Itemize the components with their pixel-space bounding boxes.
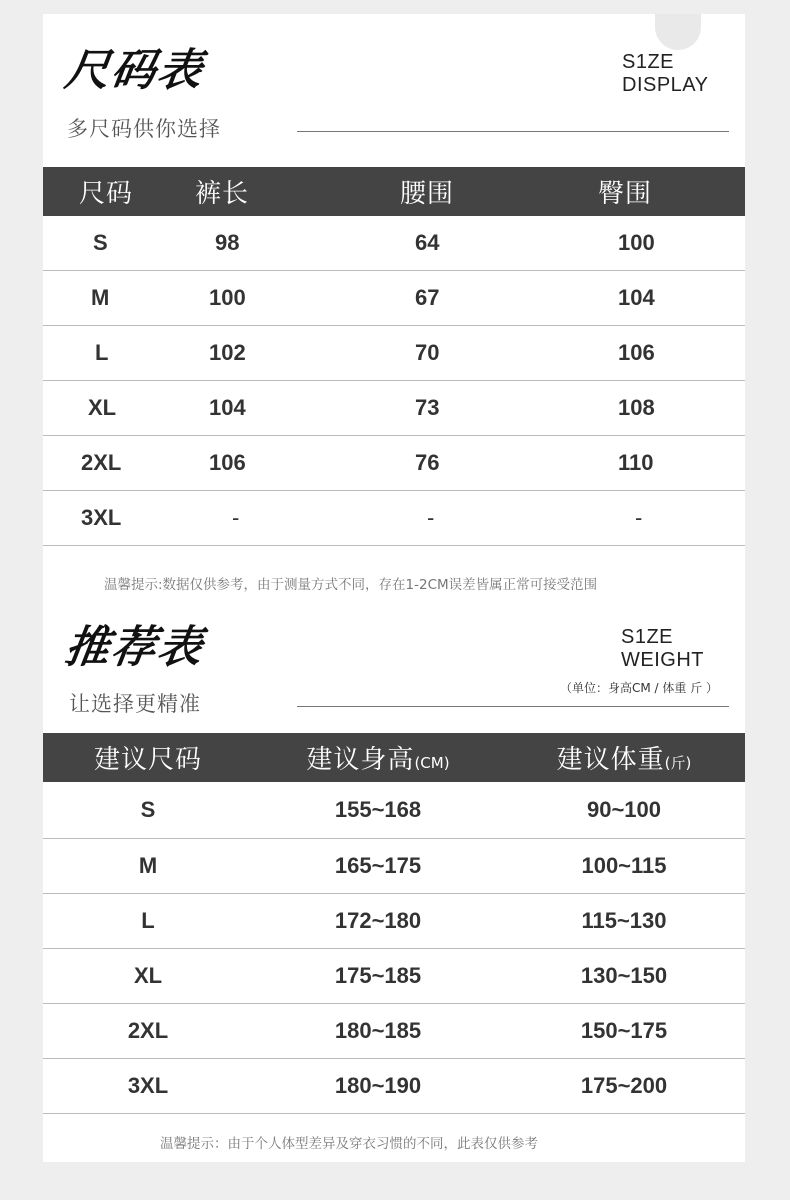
length-cell: -: [165, 490, 305, 545]
size-cell: S: [43, 216, 165, 270]
length-cell: 102: [165, 325, 305, 380]
size-cell: S: [43, 782, 253, 838]
weight-cell: 90~100: [503, 782, 745, 838]
height-cell: 180~190: [253, 1058, 503, 1113]
recommend-table: [43, 733, 745, 1114]
divider: [297, 131, 729, 132]
height-cell: 180~185: [253, 1003, 503, 1058]
size-chart-title: 尺码表: [61, 45, 207, 96]
table-row: [43, 380, 745, 435]
recommend-chart-subtitle: 让选择更精准: [69, 692, 201, 716]
header-recommended-height: [253, 733, 503, 782]
size-cell: XL: [43, 380, 165, 435]
header-recommended-weight: [503, 733, 745, 782]
hip-cell: 108: [550, 380, 745, 435]
hip-cell: 100: [550, 216, 745, 270]
height-cell: 175~185: [253, 948, 503, 1003]
size-cell: M: [43, 838, 253, 893]
size-cell: 2XL: [43, 435, 165, 490]
size-cell: M: [43, 270, 165, 325]
decorative-corner: [655, 14, 701, 50]
hip-cell: 104: [550, 270, 745, 325]
height-unit: (CM): [414, 754, 450, 772]
waist-cell: -: [305, 490, 550, 545]
table-row: [43, 490, 745, 545]
weight-unit: (斤): [664, 754, 692, 772]
size-display-tag: [622, 51, 709, 97]
header-waist: 腰围: [400, 179, 455, 209]
header-size: 尺码: [79, 179, 134, 209]
size-tag-line1: S1ZE: [622, 51, 675, 73]
table-row: [43, 1003, 745, 1058]
header-hip: 臀围: [598, 179, 653, 209]
size-cell: L: [43, 325, 165, 380]
unit-note: （单位：身高CM / 体重 斤 ）: [560, 681, 719, 695]
size-chart-subtitle: 多尺码供你选择: [67, 117, 221, 141]
divider: [297, 706, 729, 707]
header-length: 裤长: [195, 179, 250, 209]
length-cell: 100: [165, 270, 305, 325]
size-tag-line2: DISPLAY: [622, 74, 709, 96]
size-cell: L: [43, 893, 253, 948]
weight-tag: [621, 626, 704, 672]
table-row: [43, 838, 745, 893]
recommend-chart-note: 温馨提示：由于个人体型差异及穿衣习惯的不同，此表仅供参考: [160, 1136, 538, 1152]
waist-cell: 70: [305, 325, 550, 380]
table-row: [43, 216, 745, 270]
table-row: [43, 435, 745, 490]
table-row: [43, 325, 745, 380]
weight-cell: 130~150: [503, 948, 745, 1003]
table-row: [43, 782, 745, 838]
weight-cell: 150~175: [503, 1003, 745, 1058]
weight-label: 建议体重: [556, 745, 665, 775]
size-chart-note: 温馨提示:数据仅供参考，由于测量方式不同，存在1-2CM误差皆属正常可接受范围: [104, 577, 598, 593]
height-cell: 172~180: [253, 893, 503, 948]
hip-cell: 110: [550, 435, 745, 490]
hip-cell: -: [550, 490, 745, 545]
waist-cell: 76: [305, 435, 550, 490]
weight-cell: 100~115: [503, 838, 745, 893]
length-cell: 98: [165, 216, 305, 270]
weight-cell: 175~200: [503, 1058, 745, 1113]
height-cell: 165~175: [253, 838, 503, 893]
size-cell: 2XL: [43, 1003, 253, 1058]
table-row: [43, 1058, 745, 1113]
length-cell: 106: [165, 435, 305, 490]
size-cell: XL: [43, 948, 253, 1003]
hip-cell: 106: [550, 325, 745, 380]
waist-cell: 67: [305, 270, 550, 325]
size-cell: 3XL: [43, 490, 165, 545]
size-table-header: [43, 167, 745, 216]
length-cell: 104: [165, 380, 305, 435]
weight-tag-line1: S1ZE: [621, 626, 674, 648]
recommend-chart-title: 推荐表: [61, 622, 207, 673]
recommend-table-header: [43, 733, 745, 782]
waist-cell: 64: [305, 216, 550, 270]
size-table: [43, 167, 745, 546]
waist-cell: 73: [305, 380, 550, 435]
height-cell: 155~168: [253, 782, 503, 838]
table-row: [43, 893, 745, 948]
weight-cell: 115~130: [503, 893, 745, 948]
height-label: 建议身高: [306, 745, 415, 775]
header-recommended-size: 建议尺码: [93, 745, 202, 775]
size-cell: 3XL: [43, 1058, 253, 1113]
table-row: [43, 948, 745, 1003]
weight-tag-line2: WEIGHT: [621, 649, 704, 671]
table-row: [43, 270, 745, 325]
